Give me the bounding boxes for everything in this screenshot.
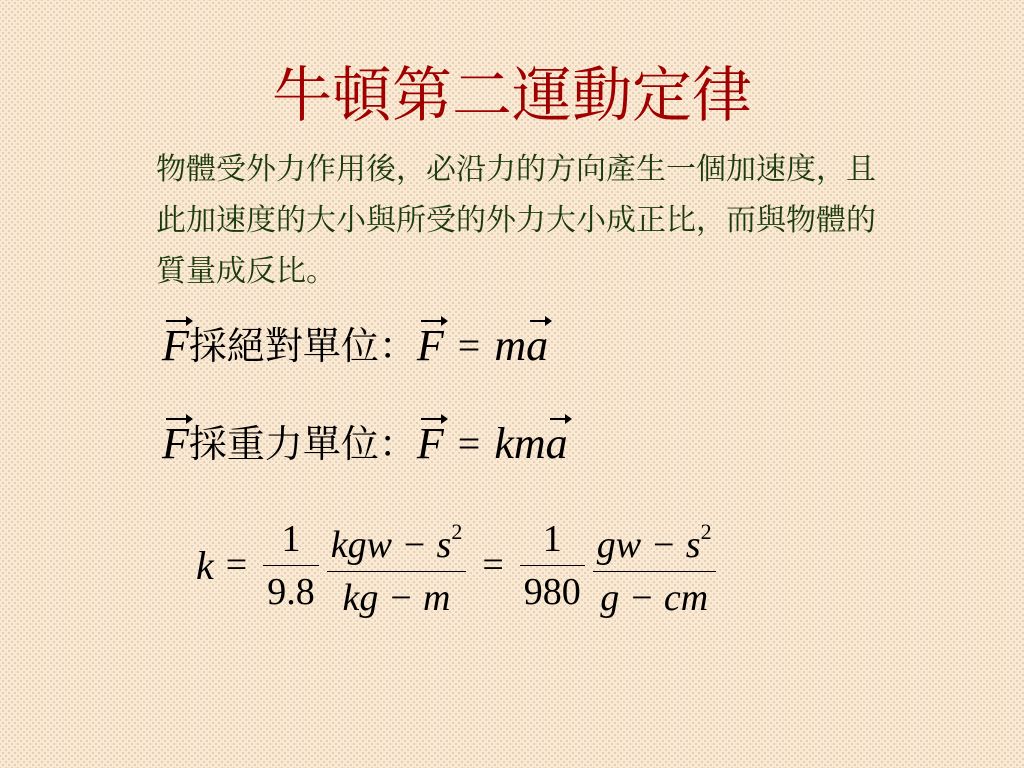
fraction-bar — [327, 571, 467, 572]
fraction-denominator: g − cm — [600, 577, 709, 619]
fraction-numerator — [593, 510, 716, 567]
force-vector-symbol: F — [162, 321, 189, 370]
equals-sign: = — [457, 323, 481, 368]
k-symbol: k — [196, 542, 214, 588]
fraction-denominator: 980 — [523, 570, 581, 613]
equals-sign: = — [482, 544, 504, 586]
unit-text: kgw − s — [330, 524, 452, 566]
fraction-bar — [520, 565, 585, 566]
force-vector-symbol-rhs: F — [416, 321, 444, 370]
exponent: 2 — [700, 519, 712, 544]
mass-symbol: m — [494, 321, 527, 370]
fraction-denominator: kg − m — [342, 577, 451, 619]
unit-text: gw − s — [596, 524, 701, 566]
fraction-bar — [263, 565, 319, 566]
gravitational-units-label: 採重力單位： — [188, 422, 417, 466]
fraction-1-over-9-8 — [263, 517, 319, 614]
fraction-numerator — [327, 510, 467, 567]
fraction-1-over-980 — [520, 517, 585, 614]
mass-symbol: m — [513, 419, 546, 468]
equation-absolute-units — [162, 302, 548, 372]
acceleration-vector-symbol: a — [526, 321, 549, 370]
fraction-bar — [593, 571, 716, 572]
exponent: 2 — [451, 519, 463, 544]
slide-title: 牛頓第二運動定律 — [272, 61, 752, 131]
fraction-numerator: 1 — [542, 517, 562, 560]
body-paragraph: 物體受外力作用後，必沿力的方向產生一個加速度，且此加速度的大小與所受的外力大小成正比，而與物體的質量成反比。 — [156, 152, 876, 289]
absolute-units-label: 採絕對單位： — [188, 324, 417, 368]
acceleration-vector-symbol: a — [545, 419, 568, 468]
fraction-kgw-units — [327, 510, 467, 620]
equals-sign: = — [457, 421, 481, 466]
force-vector-symbol: F — [162, 419, 189, 468]
fraction-gw-units — [593, 510, 716, 620]
k-constant-symbol: k — [494, 419, 514, 468]
fraction-denominator: 9.8 — [267, 570, 315, 613]
fraction-numerator: 1 — [281, 517, 301, 560]
equation-gravitational-units — [162, 400, 568, 470]
k-constant-formula — [196, 510, 720, 620]
equals-sign: = — [225, 544, 248, 586]
force-vector-symbol-rhs: F — [416, 419, 444, 468]
